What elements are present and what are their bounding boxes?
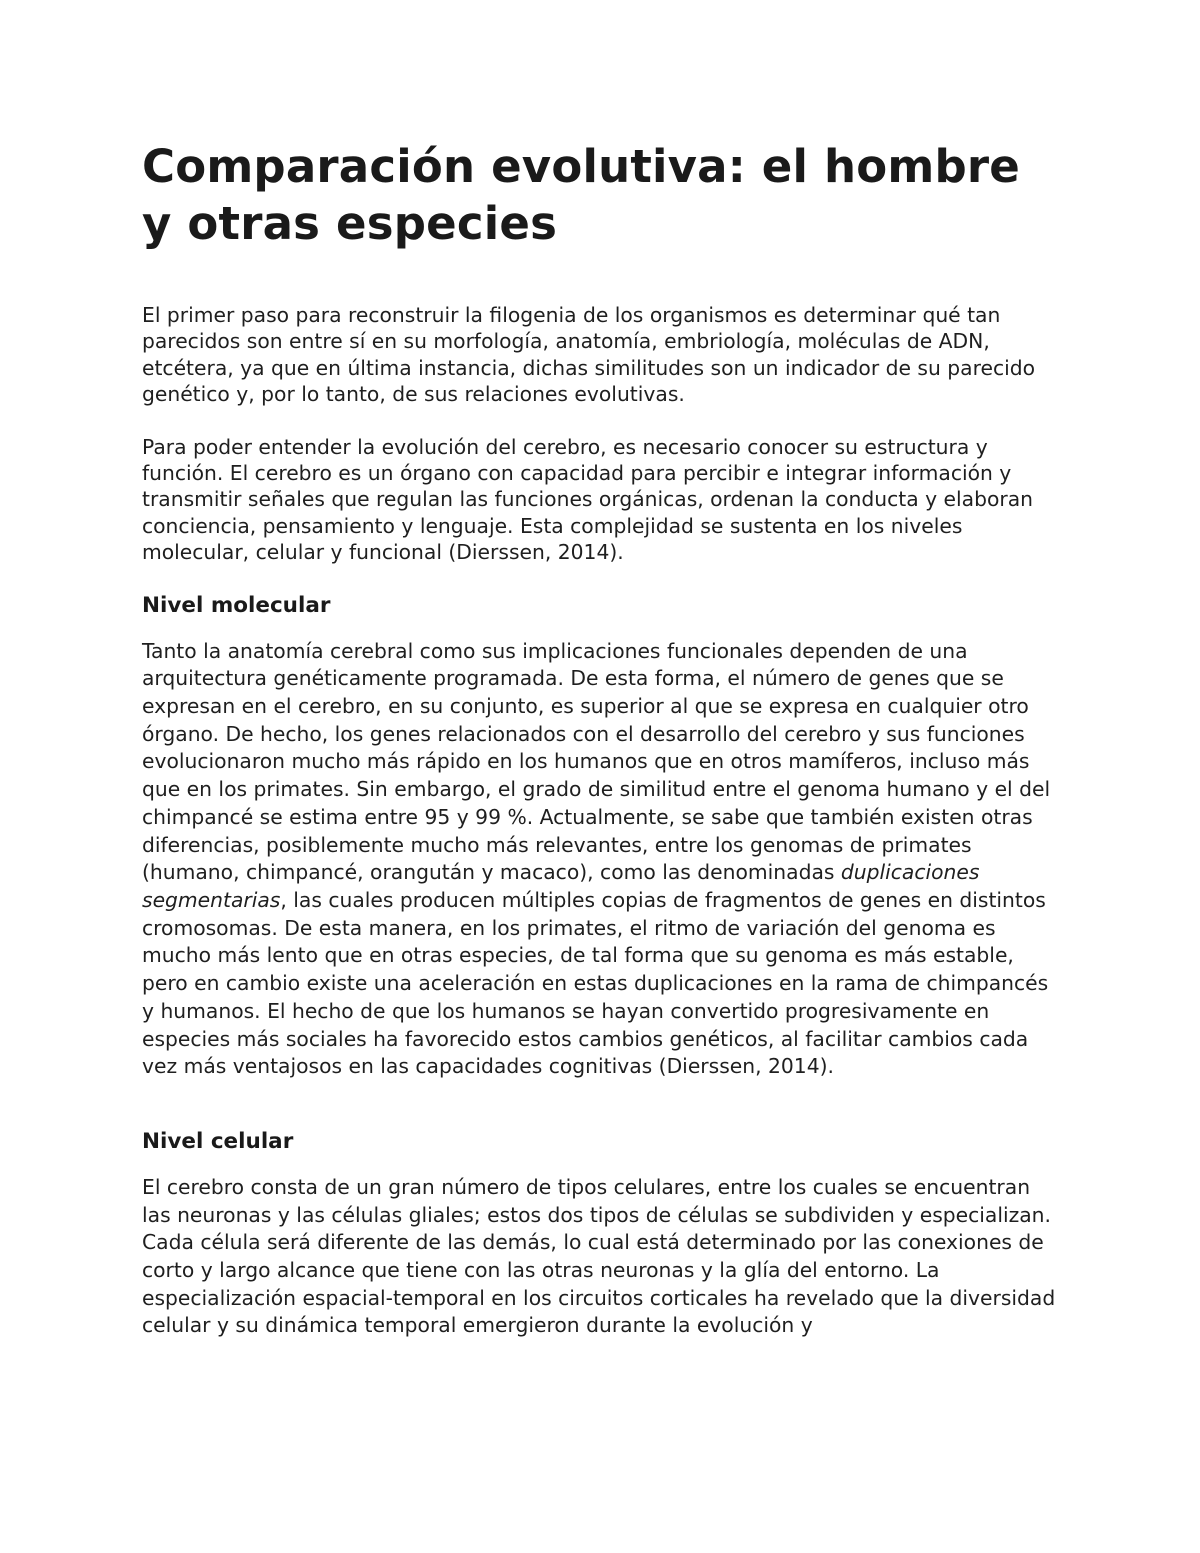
molecular-text-start: Tanto la anatomía cerebral como sus implicaciones funcionales dependen de una arquitectura genéticamente programada. De esta forma, el número de genes que se expresan en el cerebro, en su conjunto, es superior al que se expresa en cualquier otro órgano. De hecho, los genes relacionados con el desarrollo del cerebro y sus funciones evolucionaron mucho más rápido en los humanos que en otros mamíferos, incluso más que en los primates. Sin embargo, el grado de similitud entre el genoma humano y el del chimpancé se estima entre 95 y 99 %. Actualmente, se sabe que también existen otras diferencias, posiblemente mucho más relevantes, entre los genomas de primates (humano, chimpancé, orangután y macaco), como las denominadas [142, 638, 1051, 885]
document-page [142, 138, 1064, 1340]
intro-paragraph-1: El primer paso para reconstruir la filogenia de los organismos es determinar qué tan parecidos son entre sí en su morfología, anatomía, embriología, moléculas de ADN, etcétera, ya que en última instancia, dichas similitudes son un indicador de su parecido genético y, por lo tanto, de sus relaciones evolutivas. [142, 303, 1036, 407]
section-heading-celular: Nivel celular [142, 1128, 294, 1154]
document-title: Comparación evolutiva: el hombre y otras especies [142, 140, 1020, 250]
italic-term: duplicaciones segmentarias [142, 860, 980, 912]
celular-paragraph: El cerebro consta de un gran número de tipos celulares, entre los cuales se encuentran las neuronas y las células gliales; estos dos tipos de células se subdividen y especializan. Cada célula será diferente de las demás, lo cual está determinado por las conexiones de corto y largo alcance que tiene con las otras neuronas y la glía del entorno. La especialización espacial-temporal en los circuitos corticales ha revelado que la diversidad celular y su dinámica temporal emergieron durante la evolución y [142, 1174, 1056, 1338]
molecular-paragraph [142, 638, 1064, 1081]
intro-paragraph-2: Para poder entender la evolución del cerebro, es necesario conocer su estructura y función. El cerebro es un órgano con capacidad para percibir e integrar información y transmitir señales que regulan las funciones orgánicas, ordenan la conducta y elaboran conciencia, pensamiento y lenguaje. Esta complejidad se sustenta en los niveles molecular, celular y funcional (Dierssen, 2014). [142, 434, 1033, 565]
section-heading-molecular: Nivel molecular [142, 592, 331, 618]
molecular-text-end: , las cuales producen múltiples copias de fragmentos de genes en distintos cromosomas. De esta manera, en los primates, el ritmo de variación del genoma es mucho más lento que en otras especies, de tal forma que su genoma es más estable, pero en cambio existe una aceleración en estas duplicaciones en la rama de chimpancés y humanos. El hecho de que los humanos se hayan convertido progresivamente en especies más sociales ha favorecido estos cambios genéticos, al facilitar cambios cada vez más ventajosos en las capacidades cognitivas (Dierssen, 2014). [142, 887, 1049, 1079]
